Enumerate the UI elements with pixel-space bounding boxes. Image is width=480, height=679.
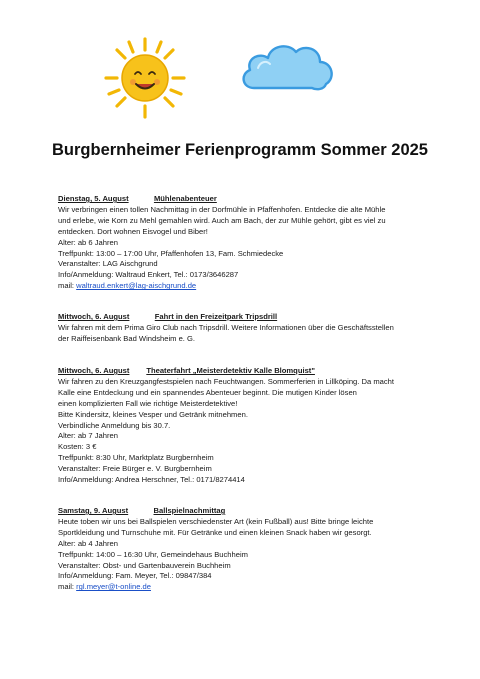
event-contact: Info/Anmeldung: Waltraud Enkert, Tel.: 0173/3646287: [58, 270, 239, 280]
event-block-theaterfahrt: [58, 366, 438, 486]
event-heading: [58, 312, 438, 323]
event-text-line: der Raiffeisenbank Bad Windsheim e. G.: [58, 333, 196, 343]
event-meeting-point: Treffpunkt: 8:30 Uhr, Marktplatz Burgbernheim: [58, 453, 214, 463]
event-text-line: entdecken. Dort wohnen Eisvogel und Biber!: [58, 226, 208, 236]
page-title: Burgbernheimer Ferienprogramm Sommer 2025: [52, 141, 428, 159]
cloud-icon: [236, 38, 340, 96]
event-mail-line: [58, 582, 438, 593]
event-date: Dienstag, 5. August: [58, 194, 129, 203]
event-meeting-point: Treffpunkt: 14:00 – 16:30 Uhr, Gemeindehaus Buchheim: [58, 549, 248, 559]
event-text-line: Wir verbringen einen tollen Nachmittag in der Dorfmühle in Pfaffenhofen. Entdecke die alte Mühle: [58, 204, 386, 214]
event-contact: Info/Anmeldung: Fam. Meyer, Tel.: 09847/384: [58, 571, 212, 581]
event-text-line: Sportkleidung und Turnschuhe mit. Für Getränke und einen kleinen Snack haben wir gesorgt.: [58, 527, 372, 537]
event-name: Mühlenabenteuer: [153, 194, 217, 203]
event-block-ballspielnachmittag: [58, 506, 438, 593]
event-meeting-point: Treffpunkt: 13:00 – 17:00 Uhr, Pfaffenhofen 13, Fam. Schmiedecke: [58, 248, 284, 258]
event-name: Fahrt in den Freizeitpark Tripsdrill: [154, 312, 278, 321]
event-organizer: Veranstalter: Obst- und Gartenbauverein Buchheim: [58, 560, 231, 570]
event-heading: [58, 506, 438, 517]
event-text-line: Bitte Kindersitz, kleines Vesper und Getränk mitnehmen.: [58, 409, 248, 419]
mail-link[interactable]: waltraud.enkert@lag-aischgrund.de: [76, 281, 197, 291]
event-date: Mittwoch, 6. August: [58, 312, 130, 321]
event-name: Ballspielnachmittag: [153, 506, 226, 515]
event-text-line: einen komplizierten Fall wie richtige Meisterdetektive!: [58, 398, 238, 408]
event-mail-line: [58, 281, 438, 292]
event-heading: [58, 366, 438, 377]
event-block-muehlenabenteuer: [58, 194, 438, 292]
event-date: Samstag, 9. August: [58, 506, 129, 515]
event-block-tripsdrill: [58, 312, 438, 345]
event-text-line: Heute toben wir uns bei Ballspielen verschiedenster Art (kein Fußball) aus! Bitte bringe leichte: [58, 516, 374, 526]
event-date: Mittwoch, 6. August: [58, 366, 130, 375]
event-age: Alter: ab 7 Jahren: [58, 431, 118, 441]
smiling-sun-icon: [103, 36, 187, 120]
event-text-line: Kalle eine Entdeckung und ein spannendes Abenteuer beginnt. Die mutigen Kinder lösen: [58, 387, 357, 397]
event-heading: [58, 194, 438, 205]
event-text-line: und erlebe, wie Korn zu Mehl gemahlen wird. Auch am Bach, der zur Mühle gehört, gibt es viel zu: [58, 215, 386, 225]
event-registration-deadline: Verbindliche Anmeldung bis 30.7.: [58, 420, 171, 430]
event-cost: Kosten: 3 €: [58, 442, 97, 452]
event-age: Alter: ab 6 Jahren: [58, 237, 118, 247]
mail-link[interactable]: rgl.meyer@t-online.de: [76, 582, 151, 592]
event-age: Alter: ab 4 Jahren: [58, 538, 118, 548]
mail-label: mail:: [58, 582, 77, 592]
event-contact: Info/Anmeldung: Andrea Herschner, Tel.: 0171/8274414: [58, 475, 245, 485]
event-text-line: Wir fahren zu den Kreuzgangfestspielen nach Feuchtwangen. Sommerferien in Lillköping. Da macht: [58, 376, 394, 386]
event-text-line: Wir fahren mit dem Prima Giro Club nach Tripsdrill. Weitere Informationen über die Geschäftsstellen: [58, 322, 394, 332]
event-organizer: Veranstalter: Freie Bürger e. V. Burgbernheim: [58, 464, 212, 474]
mail-label: mail:: [58, 281, 77, 291]
event-organizer: Veranstalter: LAG Aischgrund: [58, 259, 158, 269]
event-name: Theaterfahrt „Meisterdetektiv Kalle Blomquist": [146, 366, 315, 375]
